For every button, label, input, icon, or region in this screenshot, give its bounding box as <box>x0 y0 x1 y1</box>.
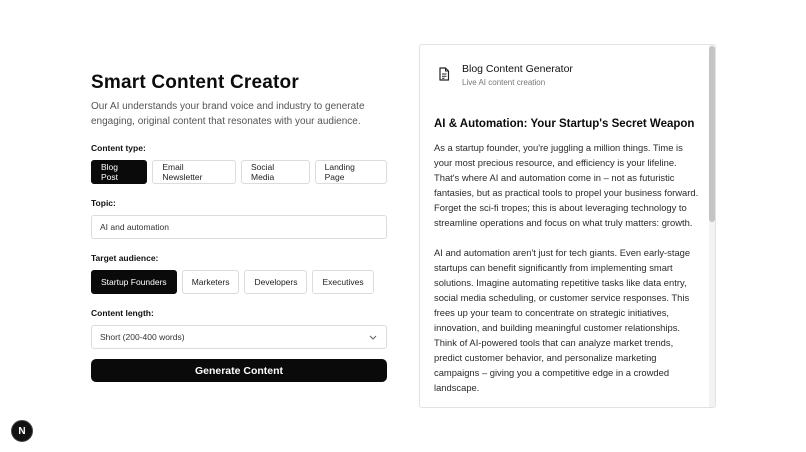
article-paragraph: AI and automation aren't just for tech giants. Even early-stage startups can benefit significantly from implementing smart solutions. Imagine automating repetitive tasks like data entry, social media scheduling, or customer service responses. This frees up your team to concentrate on strategic initiatives, innovation, and building meaningful customer relationships. Think of AI-powered tools that can analyze market trends, predict customer behavior, and personalize marketing campaigns – giving you a competitive edge in a crowded landscape. <box>434 247 691 393</box>
audience-developers[interactable]: Developers <box>244 270 307 294</box>
article-title: AI & Automation: Your Startup's Secret Weapon <box>434 118 695 130</box>
preview-title: Blog Content Generator <box>462 63 573 75</box>
content-form <box>91 72 387 349</box>
document-icon <box>438 67 452 81</box>
page-title: Smart Content Creator <box>91 72 299 93</box>
length-label: Content length: <box>91 308 154 318</box>
content-type-options <box>91 160 387 184</box>
preview-header <box>438 63 573 87</box>
content-type-blog-post[interactable]: Blog Post <box>91 160 147 184</box>
length-select[interactable] <box>91 325 387 349</box>
scrollbar-thumb[interactable] <box>709 46 715 222</box>
length-select-value: Short (200-400 words) <box>100 332 185 342</box>
article-paragraph: As a startup founder, you're juggling a million things. Time is your most precious resource, and efficiency is your lifeline. That's where AI and automation come in – not as futuristic fantasies, but as practical tools to propel your business forward. Forget the sci-fi tropes; this is about leveraging technology to streamline operations and focus on what truly matters: growth. <box>434 142 699 228</box>
topic-input[interactable]: AI and automation <box>91 215 387 239</box>
framework-badge[interactable]: N <box>11 420 33 442</box>
audience-options <box>91 270 387 294</box>
page-subtitle: Our AI understands your brand voice and industry to generate engaging, original content that resonates with your audience. <box>91 101 365 127</box>
generated-article <box>434 118 700 408</box>
content-type-label: Content type: <box>91 143 146 153</box>
audience-executives[interactable]: Executives <box>312 270 373 294</box>
topic-label: Topic: <box>91 198 116 208</box>
preview-panel <box>419 44 716 408</box>
content-type-landing-page[interactable]: Landing Page <box>315 160 387 184</box>
audience-label: Target audience: <box>91 253 159 263</box>
audience-marketers[interactable]: Marketers <box>182 270 240 294</box>
audience-startup-founders[interactable]: Startup Founders <box>91 270 177 294</box>
generate-content-button[interactable]: Generate Content <box>91 359 387 382</box>
content-type-email-newsletter[interactable]: Email Newsletter <box>152 160 236 184</box>
preview-subtitle: Live AI content creation <box>462 78 546 87</box>
chevron-down-icon <box>368 332 378 342</box>
content-type-social-media[interactable]: Social Media <box>241 160 310 184</box>
